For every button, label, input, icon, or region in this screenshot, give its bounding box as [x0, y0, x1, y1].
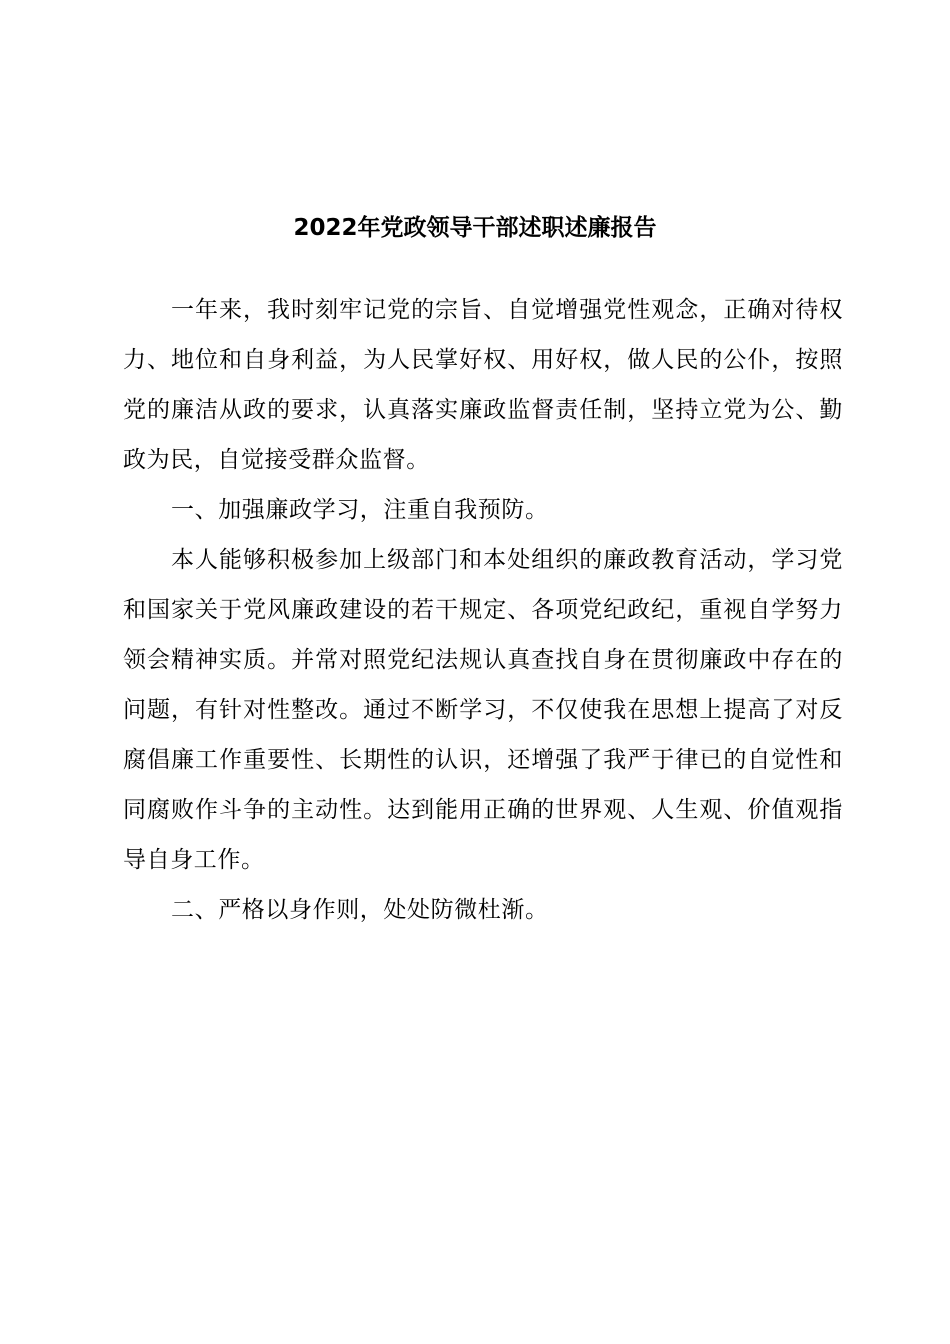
- paragraph-intro: 一年来，我时刻牢记党的宗旨、自觉增强党性观念，正确对待权力、地位和自身利益，为人民掌好权、用好权，做人民的公仆，按照党的廉洁从政的要求，认真落实廉政监督责任制，坚持立党为公、勤政为民，自觉接受群众监督。: [123, 297, 843, 473]
- section-heading-2: 二、严格以身作则，处处防微杜渐。: [171, 897, 549, 923]
- document-title: 2022年党政领导干部述职述廉报告: [293, 215, 657, 241]
- document-body: [123, 285, 843, 935]
- section-heading-1: 一、加强廉政学习，注重自我预防。: [171, 497, 549, 523]
- paragraph-section-1: 本人能够积极参加上级部门和本处组织的廉政教育活动，学习党和国家关于党风廉政建设的若干规定、各项党纪政纪，重视自学努力领会精神实质。并常对照党纪法规认真查找自身在贯彻廉政中存在的问题，有针对性整改。通过不断学习，不仅使我在思想上提高了对反腐倡廉工作重要性、长期性的认识，还增强了我严于律已的自觉性和同腐败作斗争的主动性。达到能用正确的世界观、人生观、价值观指导自身工作。: [123, 547, 843, 873]
